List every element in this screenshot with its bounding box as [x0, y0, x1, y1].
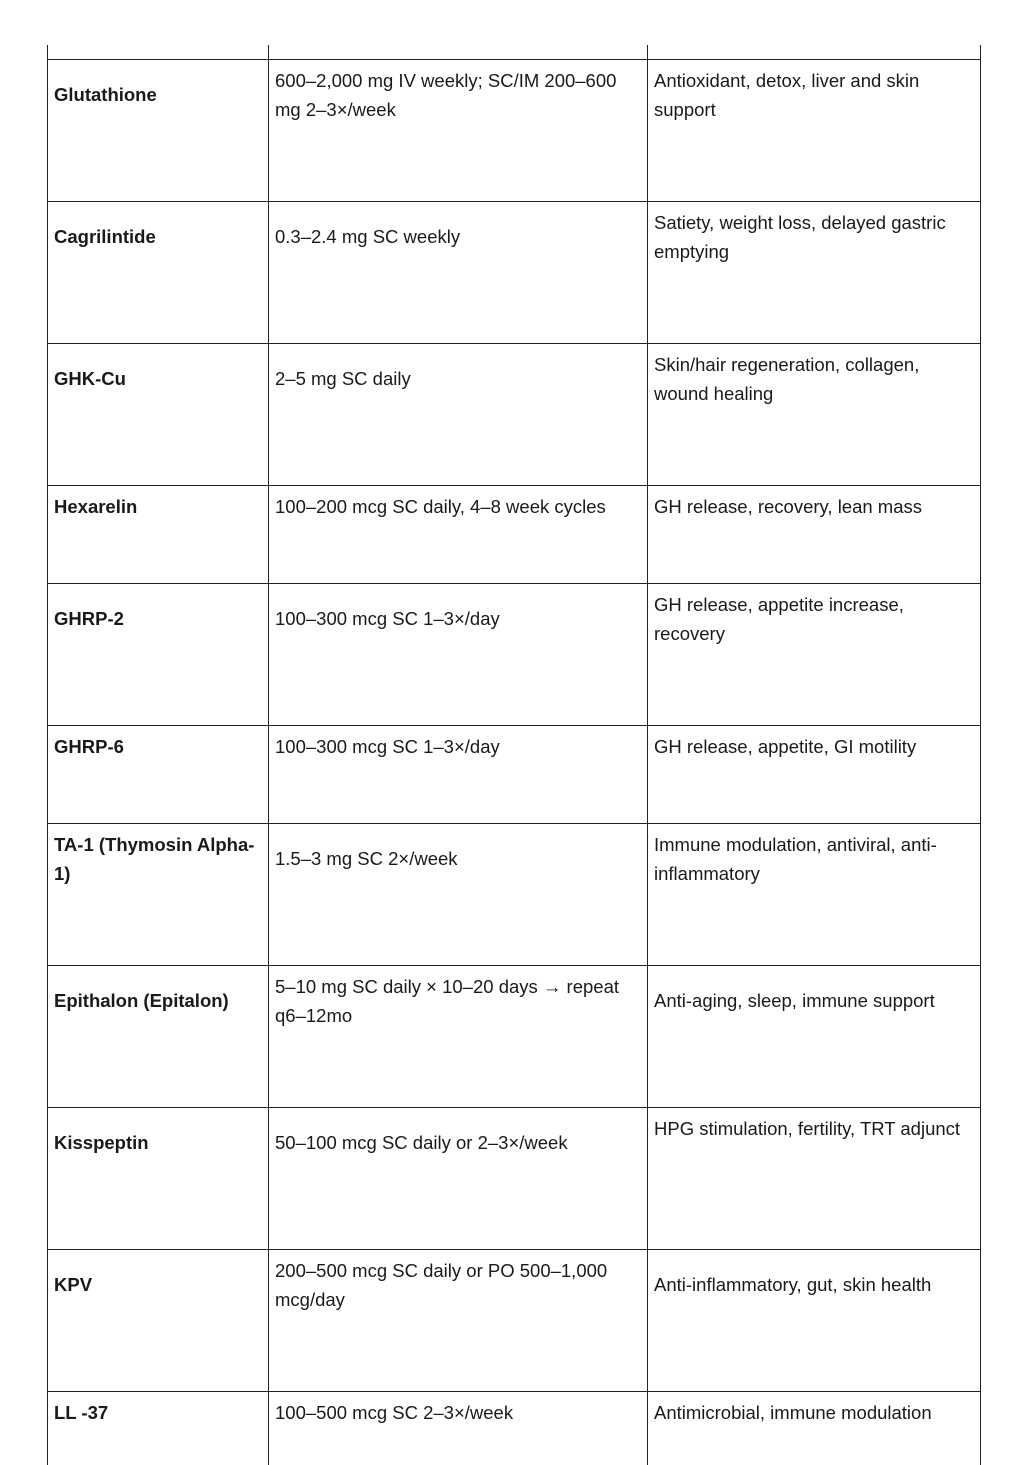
- table-top-continuation: [48, 45, 981, 60]
- dosing-cell: 2–5 mg SC daily: [269, 344, 648, 486]
- peptide-name: GHRP-2: [48, 584, 269, 726]
- dosing-cell: 1.5–3 mg SC 2×/week: [269, 824, 648, 966]
- dosing-cell: 0.3–2.4 mg SC weekly: [269, 202, 648, 344]
- dosing-cell: 100–200 mcg SC daily, 4–8 week cycles: [269, 486, 648, 584]
- dosing-cell: 100–300 mcg SC 1–3×/day: [269, 726, 648, 824]
- peptide-name: Epithalon (Epitalon): [48, 966, 269, 1108]
- table-row: [48, 966, 981, 1108]
- uses-cell: GH release, appetite, GI motility: [648, 726, 981, 824]
- uses-cell: Anti-aging, sleep, immune support: [648, 966, 981, 1108]
- peptide-name: GHRP-6: [48, 726, 269, 824]
- table-row: [48, 584, 981, 726]
- dosing-cell: 5–10 mg SC daily × 10–20 days → repeat q6–12mo: [269, 966, 648, 1108]
- uses-cell: Skin/hair regeneration, collagen, wound healing: [648, 344, 981, 486]
- peptide-name: Hexarelin: [48, 486, 269, 584]
- uses-cell: HPG stimulation, fertility, TRT adjunct: [648, 1108, 981, 1250]
- peptide-table-container: [47, 45, 980, 1465]
- peptide-name: TA-1 (Thymosin Alpha-1): [48, 824, 269, 966]
- uses-cell: Satiety, weight loss, delayed gastric emptying: [648, 202, 981, 344]
- dosing-cell: 100–500 mcg SC 2–3×/week: [269, 1392, 648, 1465]
- table-row: [48, 60, 981, 202]
- peptide-name: KPV: [48, 1250, 269, 1392]
- uses-cell: Antioxidant, detox, liver and skin support: [648, 60, 981, 202]
- peptide-dosing-table: [47, 45, 981, 1465]
- peptide-name: LL -37: [48, 1392, 269, 1465]
- uses-cell: GH release, appetite increase, recovery: [648, 584, 981, 726]
- table-row: [48, 344, 981, 486]
- table-row: [48, 486, 981, 584]
- table-row: [48, 824, 981, 966]
- peptide-name: Cagrilintide: [48, 202, 269, 344]
- table-row: [48, 726, 981, 824]
- uses-cell: Antimicrobial, immune modulation: [648, 1392, 981, 1465]
- peptide-name: GHK-Cu: [48, 344, 269, 486]
- dosing-cell: 100–300 mcg SC 1–3×/day: [269, 584, 648, 726]
- table-row: [48, 1108, 981, 1250]
- table-row: [48, 1392, 981, 1465]
- peptide-name: Kisspeptin: [48, 1108, 269, 1250]
- table-row: [48, 202, 981, 344]
- dosing-cell: 50–100 mcg SC daily or 2–3×/week: [269, 1108, 648, 1250]
- dosing-cell: 600–2,000 mg IV weekly; SC/IM 200–600 mg 2–3×/week: [269, 60, 648, 202]
- peptide-name: Glutathione: [48, 60, 269, 202]
- dosing-cell: 200–500 mcg SC daily or PO 500–1,000 mcg/day: [269, 1250, 648, 1392]
- uses-cell: GH release, recovery, lean mass: [648, 486, 981, 584]
- uses-cell: Immune modulation, antiviral, anti-inflammatory: [648, 824, 981, 966]
- table-row: [48, 1250, 981, 1392]
- uses-cell: Anti-inflammatory, gut, skin health: [648, 1250, 981, 1392]
